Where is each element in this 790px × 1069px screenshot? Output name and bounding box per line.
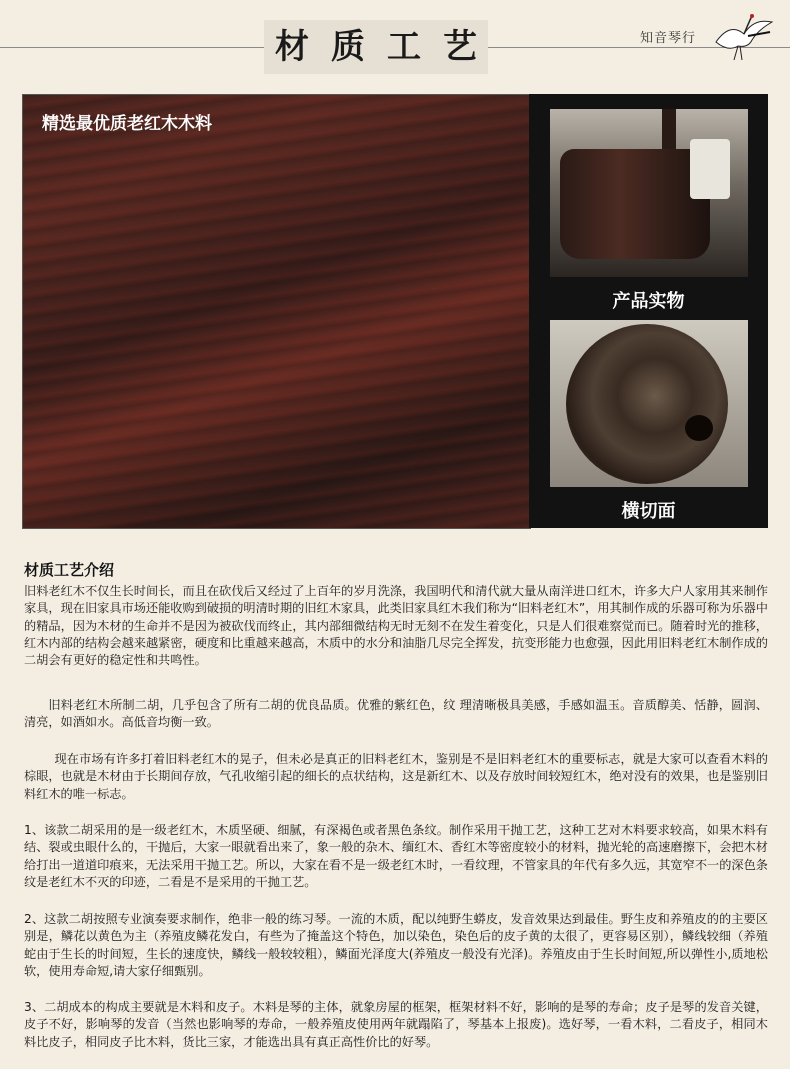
photo-caption-cross-section: 横切面	[621, 501, 676, 522]
section-heading: 材质工艺介绍	[24, 561, 115, 579]
title-char: 材	[275, 27, 309, 67]
paragraph: 现在市场有许多打着旧料老红木的晃子，但未必是真正的旧料老红木，鉴别是不是旧料老红木的重要标志，就是大家可以查看木料的棕眼，也就是木材由于长期间存放，气孔收缩引起的细长的点状结构，这是新红木、以及存放时间较短红木，绝对没有的效果，也是鉴别旧料红木的唯一标志。	[24, 752, 768, 801]
photo-label: 精选最优质老红木木料	[42, 114, 212, 134]
paragraph: 1、该款二胡采用的是一级老红木，木质坚硬、细腻，有深褐色或者黑色条纹。制作采用干抛工艺，这种工艺对木料要求较高，如果木料有结、裂或虫眼什么的，干抛后，大家一眼就看出来了，象一般的杂木、缅红木、香红木等密度较小的材料，抛光轮的高速磨擦下，会把木材给打出一道道印痕来，无法采用干抛工艺。所以，大家在看不是一级老红木时，一看纹理，不管家具的年代有多久远，其宽窄不一的深色条纹是老红木不灭的印迹，二看是不是采用的干抛工艺。	[24, 823, 768, 889]
title-char: 艺	[443, 27, 477, 67]
crane-logo-icon	[708, 12, 778, 62]
photo-caption-product: 产品实物	[612, 291, 685, 312]
paragraph: 2、这款二胡按照专业演奏要求制作，绝非一般的练习琴。一流的木质，配以纯野生蟒皮，发音效果达到最佳。野生皮和养殖皮的的主要区别是，鳞花以黄色为主（养殖皮鳞花发白，有些为了掩盖这个特色，加以染色，染色后的皮子黄的太很了，更容易区别），鳞线较细（养殖蛇由于生长的时间短，生长的速度快，鳞线一般较较粗），鳞面光泽度大(养殖皮一般没有光泽)。养殖皮由于生长时间短,所以弹性小,质地松软，使用寿命短,请大家仔细甄别。	[24, 912, 768, 978]
page-title	[264, 20, 488, 74]
page-header	[0, 0, 790, 80]
paragraph: 旧料老红木所制二胡，几乎包含了所有二胡的优良品质。优雅的紫红色，纹 理清晰极具美感，手感如温玉。音质醇美、恬静，圆润、清亮，如酒如水。高低音均衡一致。	[24, 698, 768, 730]
title-char: 质	[331, 27, 365, 67]
rosewood-texture-photo	[22, 94, 531, 529]
erhu-body-photo	[550, 109, 748, 277]
paragraph: 旧料老红木不仅生长时间长，而且在砍伐后又经过了上百年的岁月洗涤，我国明代和清代就大量从南洋进口红木，许多大户人家用其来制作家具，现在旧家具市场还能收购到破损的明清时期的旧红木家具，此类旧家具红木我们称为“旧料老红木”，用其制作成的乐器可称为乐器中的精品，因为木材的生命并不是因为被砍伐而终止，其内部细微结构无时无刻不在发生着变化，只是人们很难察觉而已。随着时光的推移，红木内部的结构会越来越紧密，硬度和比重越来越高，木质中的水分和油脂几尽完全挥发，抗变形能力也愈强，因此用旧料老红木制作成的二胡会有更好的稳定性和共鸣性。	[24, 584, 768, 668]
brand-name: 知音琴行	[640, 31, 697, 46]
header-rule-left	[0, 47, 264, 48]
wood-cross-section-photo	[550, 320, 748, 487]
title-char: 工	[387, 27, 421, 67]
side-photo-panel	[529, 94, 768, 528]
paragraph: 3、二胡成本的构成主要就是木料和皮子。木料是琴的主体，就象房屋的框架，框架材料不好，影响的是琴的寿命；皮子是琴的发音关键，皮子不好，影响琴的发音（当然也影响琴的寿命，一般养殖皮使用两年就蹋陷了，琴基本上报废)。选好琴，一看木料，二看皮子，相同木料比皮子，相同皮子比木料，货比三家，才能选出具有真正高性价比的好琴。	[24, 1000, 768, 1049]
